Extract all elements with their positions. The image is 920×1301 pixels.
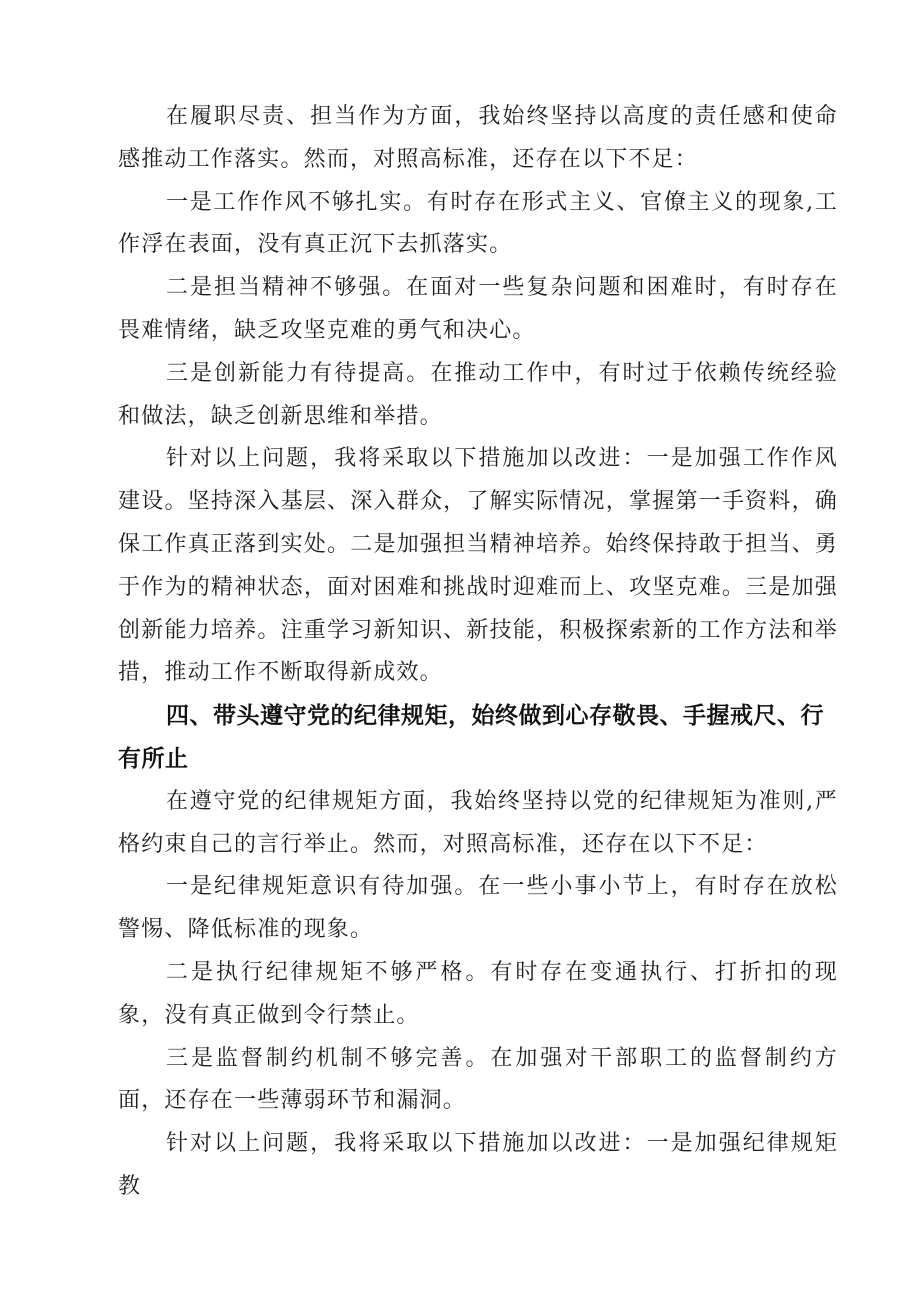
paragraph-discipline-issue-1: 一是纪律规矩意识有待加强。在一些小事小节上，有时存在放松警惕、降低标准的现象。	[118, 874, 838, 943]
paragraph-discipline-issue-3: 三是监督制约机制不够完善。在加强对干部职工的监督制约方面，还存在一些薄弱环节和漏洞。	[118, 1045, 838, 1114]
paragraph-duty-issue-1: 一是工作作风不够扎实。有时存在形式主义、官僚主义的现象,工作浮在表面，没有真正沉下去抓落实。	[118, 189, 838, 258]
paragraph-duty-intro: 在履职尽责、担当作为方面，我始终坚持以高度的责任感和使命感推动工作落实。然而，对照高标准，还存在以下不足：	[118, 104, 838, 172]
paragraph-discipline-intro: 在遵守党的纪律规矩方面，我始终坚持以党的纪律规矩为准则,严格约束自己的言行举止。然而，对照高标准，还存在以下不足：	[118, 788, 838, 857]
document-body	[118, 96, 838, 1209]
section-heading-discipline: 四、带头遵守党的纪律规矩，始终做到心存敬畏、手握戒尺、行有所止	[118, 703, 824, 772]
paragraph-duty-issue-3: 三是创新能力有待提高。在推动工作中，有时过于依赖传统经验和做法，缺乏创新思维和举措。	[118, 360, 838, 429]
paragraph-duty-measures: 针对以上问题，我将采取以下措施加以改进：一是加强工作作风建设。坚持深入基层、深入群众，了解实际情况，掌握第一手资料，确保工作真正落到实处。二是加强担当精神培养。始终保持敢于担当、勇于作为的精神状态，面对困难和挑战时迎难而上、攻坚克难。三是加强创新能力培养。注重学习新知识、新技能，积极探索新的工作方法和举措，推动工作不断取得新成效。	[118, 446, 838, 686]
paragraph-discipline-issue-2: 二是执行纪律规矩不够严格。有时存在变通执行、打折扣的现象，没有真正做到令行禁止。	[118, 959, 838, 1028]
paragraph-duty-issue-2: 二是担当精神不够强。在面对一些复杂问题和困难时，有时存在畏难情绪，缺乏攻坚克难的勇气和决心。	[118, 275, 838, 343]
paragraph-discipline-measures: 针对以上问题，我将采取以下措施加以改进：一是加强纪律规矩教	[118, 1131, 838, 1199]
